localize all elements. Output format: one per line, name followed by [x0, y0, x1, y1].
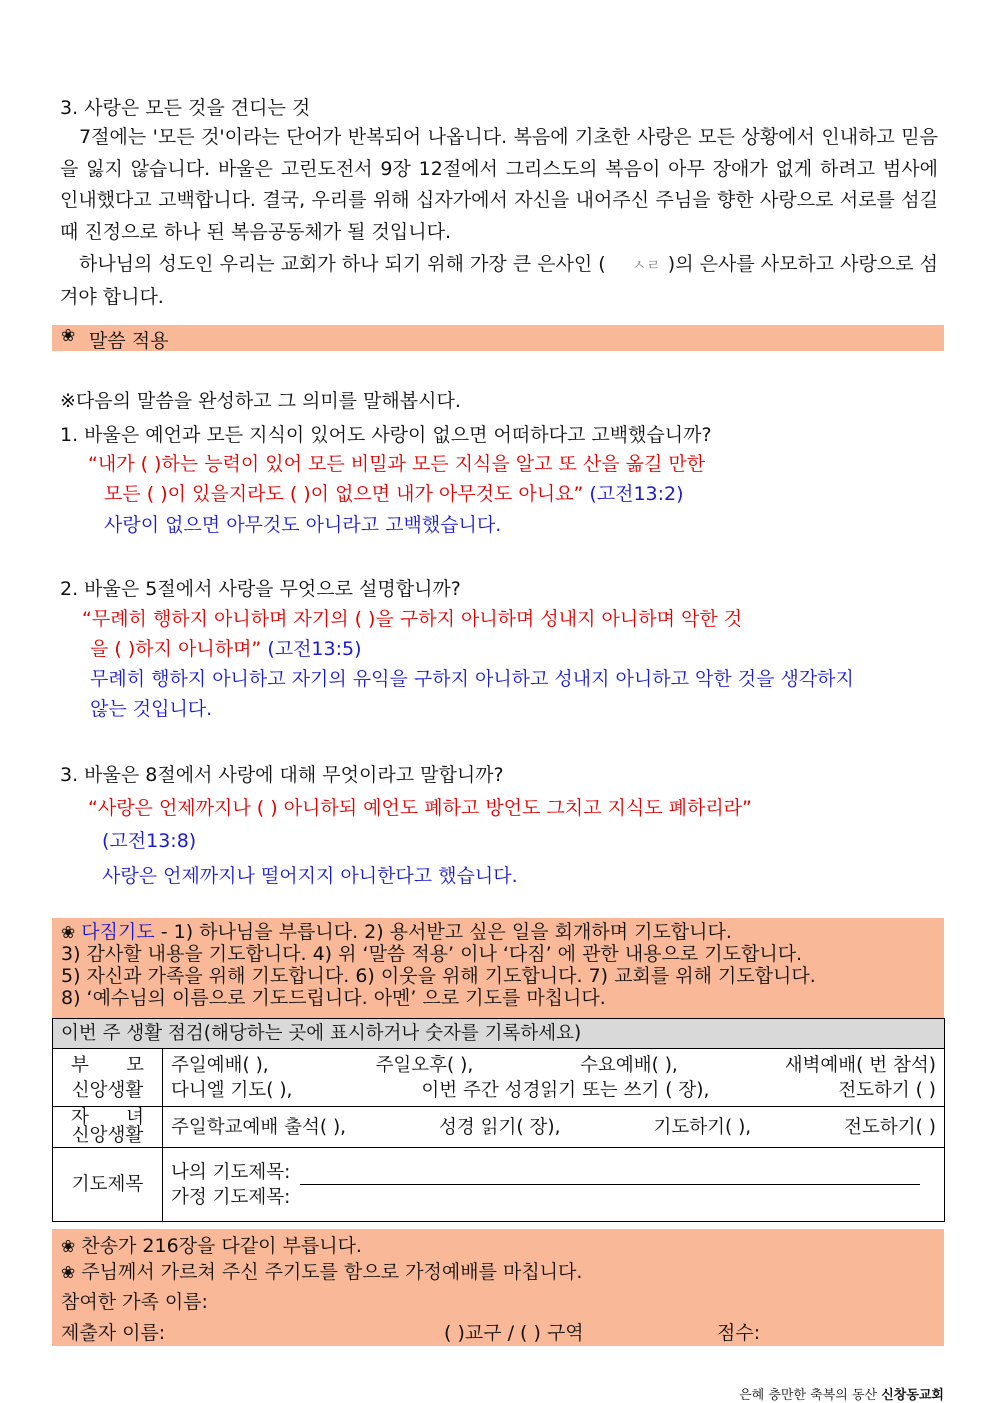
hymn-text: 찬송가 216장을 다같이 부릅니다.	[81, 1235, 362, 1257]
q3-answer: 사랑은 언제까지나 떨어지지 아니한다고 했습니다.	[102, 865, 518, 887]
parent-row-2	[171, 1078, 936, 1103]
footer-slogan: 은혜 충만한 축복의 동산	[739, 1388, 878, 1403]
parent-evangelism[interactable]: 전도하기 ( )	[838, 1079, 936, 1101]
prayer-line-1	[61, 921, 732, 944]
q1-verse-line-1: “내가 ( )하는 능력이 있어 모든 비밀과 모든 지식을 알고 또 산을 옮길 만한	[88, 453, 706, 475]
parent-sunday-afternoon[interactable]: 주일오후( ),	[375, 1054, 474, 1076]
child-checks	[163, 1107, 945, 1148]
apply-header-bar	[52, 325, 944, 351]
my-prayer-label: 나의 기도제목:	[171, 1161, 291, 1183]
prayer-line-2: 3) 감사할 내용을 기도합니다. 4) 위 ‘말씀 적용’ 이나 ‘다짐’ 에 관한 내용으로 기도합니다.	[61, 943, 803, 965]
q1-verse-text: 모든 ( )이 있을지라도 ( )이 없으면 내가 아무것도 아니요”	[104, 483, 584, 505]
child-label-1b: 녀	[126, 1107, 144, 1128]
my-prayer-input[interactable]	[300, 1170, 920, 1185]
parent-label	[53, 1049, 163, 1107]
parent-bible-reading[interactable]: 이번 주간 성경읽기 또는 쓰기 ( 장),	[421, 1079, 710, 1101]
q1-verse-ref: (고전13:2)	[589, 483, 684, 505]
parent-label-1a: 부	[71, 1054, 89, 1076]
closing-lords-prayer	[61, 1257, 582, 1284]
flower-icon: ❀	[61, 326, 76, 346]
prayer-label: 다짐기도	[81, 921, 155, 943]
child-row	[171, 1115, 936, 1140]
prayer-line-3: 5) 자신과 가족을 위해 기도합니다. 6) 이웃을 위해 기도합니다. 7) 교회를 위해 기도합니다.	[61, 965, 816, 987]
closing-block	[52, 1229, 944, 1346]
blank-hint: ㅅㄹ	[631, 256, 661, 274]
footer	[739, 1384, 944, 1403]
parent-checks	[163, 1049, 945, 1107]
child-label	[53, 1107, 163, 1148]
parent-label-1b: 모	[126, 1054, 144, 1076]
district-field[interactable]: ( )교구 / ( ) 구역	[444, 1322, 584, 1344]
parent-wednesday-service[interactable]: 수요예배( ),	[580, 1054, 678, 1076]
submitter-field[interactable]: 제출자 이름:	[61, 1322, 166, 1344]
child-prayer[interactable]: 기도하기( ),	[653, 1116, 752, 1138]
parent-dawn-service[interactable]: 새벽예배( 번 참석)	[784, 1054, 936, 1076]
q2-verse-text: 을 ( )하지 아니하며”	[90, 638, 262, 660]
q2-answer-line-2: 않는 것입니다.	[90, 698, 213, 720]
prayer-line-1-text: - 1) 하나님을 부릅니다. 2) 용서받고 싶은 일을 회개하며 기도합니다.	[154, 921, 732, 943]
question-2: 2. 바울은 5절에서 사랑을 무엇으로 설명합니까?	[60, 578, 461, 600]
section-paragraph-2	[60, 249, 938, 313]
flower-icon: ❀	[61, 923, 76, 943]
child-label-2: 신앙생활	[71, 1125, 144, 1146]
q1-verse-line-2	[104, 479, 684, 506]
q2-verse-ref: (고전13:5)	[267, 638, 362, 660]
parent-sunday-service[interactable]: 주일예배( ),	[171, 1054, 269, 1076]
parent-label-2: 신앙생활	[71, 1079, 144, 1101]
q1-answer: 사랑이 없으면 아무것도 아니라고 고백했습니다.	[104, 514, 502, 536]
paragraph-2-before: 하나님의 성도인 우리는 교회가 하나 되기 위해 가장 큰 은사인 (	[79, 253, 606, 275]
check-table-header: 이번 주 생활 점검(해당하는 곳에 표시하거나 숫자를 기록하세요)	[53, 1019, 945, 1049]
family-prayer-label: 가정 기도제목:	[171, 1186, 291, 1208]
q3-verse-ref: (고전13:8)	[102, 830, 197, 852]
lords-prayer-text: 주님께서 가르쳐 주신 주기도를 함으로 가정예배를 마칩니다.	[81, 1261, 583, 1283]
prayer-topic-label: 기도제목	[53, 1148, 163, 1222]
prayer-topics	[163, 1148, 945, 1222]
parent-daniel-prayer[interactable]: 다니엘 기도( ),	[171, 1079, 293, 1101]
child-label-1a: 자	[71, 1107, 89, 1128]
q2-answer-line-1: 무례히 행하지 아니하고 자기의 유익을 구하지 아니하고 성내지 아니하고 악한 것을 생각하지	[90, 668, 854, 690]
child-evangelism[interactable]: 전도하기( )	[844, 1116, 936, 1138]
q2-verse-line-2	[90, 634, 362, 661]
weekly-check-table	[52, 1018, 945, 1222]
child-sunday-school[interactable]: 주일학교예배 출석( ),	[171, 1116, 347, 1138]
footer-church-name: 신창동교회	[881, 1388, 944, 1403]
section-paragraph-1: 7절에는 '모든 것'이라는 단어가 반복되어 나옵니다. 복음에 기초한 사랑은 모든 상황에서 인내하고 믿음을 잃지 않습니다. 바울은 고린도전서 9장 12절에서 그리스도의 복음이 아무 장애가 없게 하려고 범사에 인내했다고 고백합니다. 결국, 우리를 위해 십자가에서 자신을 내어주신 주님을 향한 사랑으로 서로를 섬길 때 진정으로 하나 된 복음공동체가 될 것입니다.	[60, 126, 938, 243]
apply-header-title: 말씀 적용	[89, 330, 169, 352]
paragraph-2-after: )의 은사를 사모하고 사랑으로 섬겨야 합니다.	[60, 253, 938, 308]
child-bible-reading[interactable]: 성경 읽기( 장),	[439, 1116, 561, 1138]
prayer-block	[52, 918, 944, 1018]
prayer-line-4: 8) ‘예수님의 이름으로 기도드립니다. 아멘’ 으로 기도를 마칩니다.	[61, 987, 606, 1009]
question-3: 3. 바울은 8절에서 사랑에 대해 무엇이라고 말합니까?	[60, 764, 504, 786]
score-field[interactable]: 점수:	[717, 1322, 761, 1344]
question-1: 1. 바울은 예언과 모든 지식이 있어도 사랑이 없으면 어떠하다고 고백했습니까?	[60, 424, 712, 446]
family-prayer-row	[171, 1185, 936, 1210]
flower-icon: ❀	[61, 1237, 76, 1257]
family-names-field[interactable]: 참여한 가족 이름:	[61, 1291, 208, 1313]
parent-row-1	[171, 1053, 936, 1078]
q3-verse-line-1: “사랑은 언제까지나 ( ) 아니하되 예언도 폐하고 방언도 그치고 지식도 폐하리라”	[88, 797, 752, 819]
closing-hymn	[61, 1231, 362, 1258]
instruction: ※다음의 말씀을 완성하고 그 의미를 말해봅시다.	[60, 390, 461, 412]
my-prayer-row	[171, 1160, 936, 1185]
section-title: 3. 사랑은 모든 것을 견디는 것	[60, 97, 311, 119]
flower-icon: ❀	[61, 1263, 76, 1283]
q2-verse-line-1: “무례히 행하지 아니하며 자기의 ( )을 구하지 아니하며 성내지 아니하며 악한 것	[82, 608, 743, 630]
